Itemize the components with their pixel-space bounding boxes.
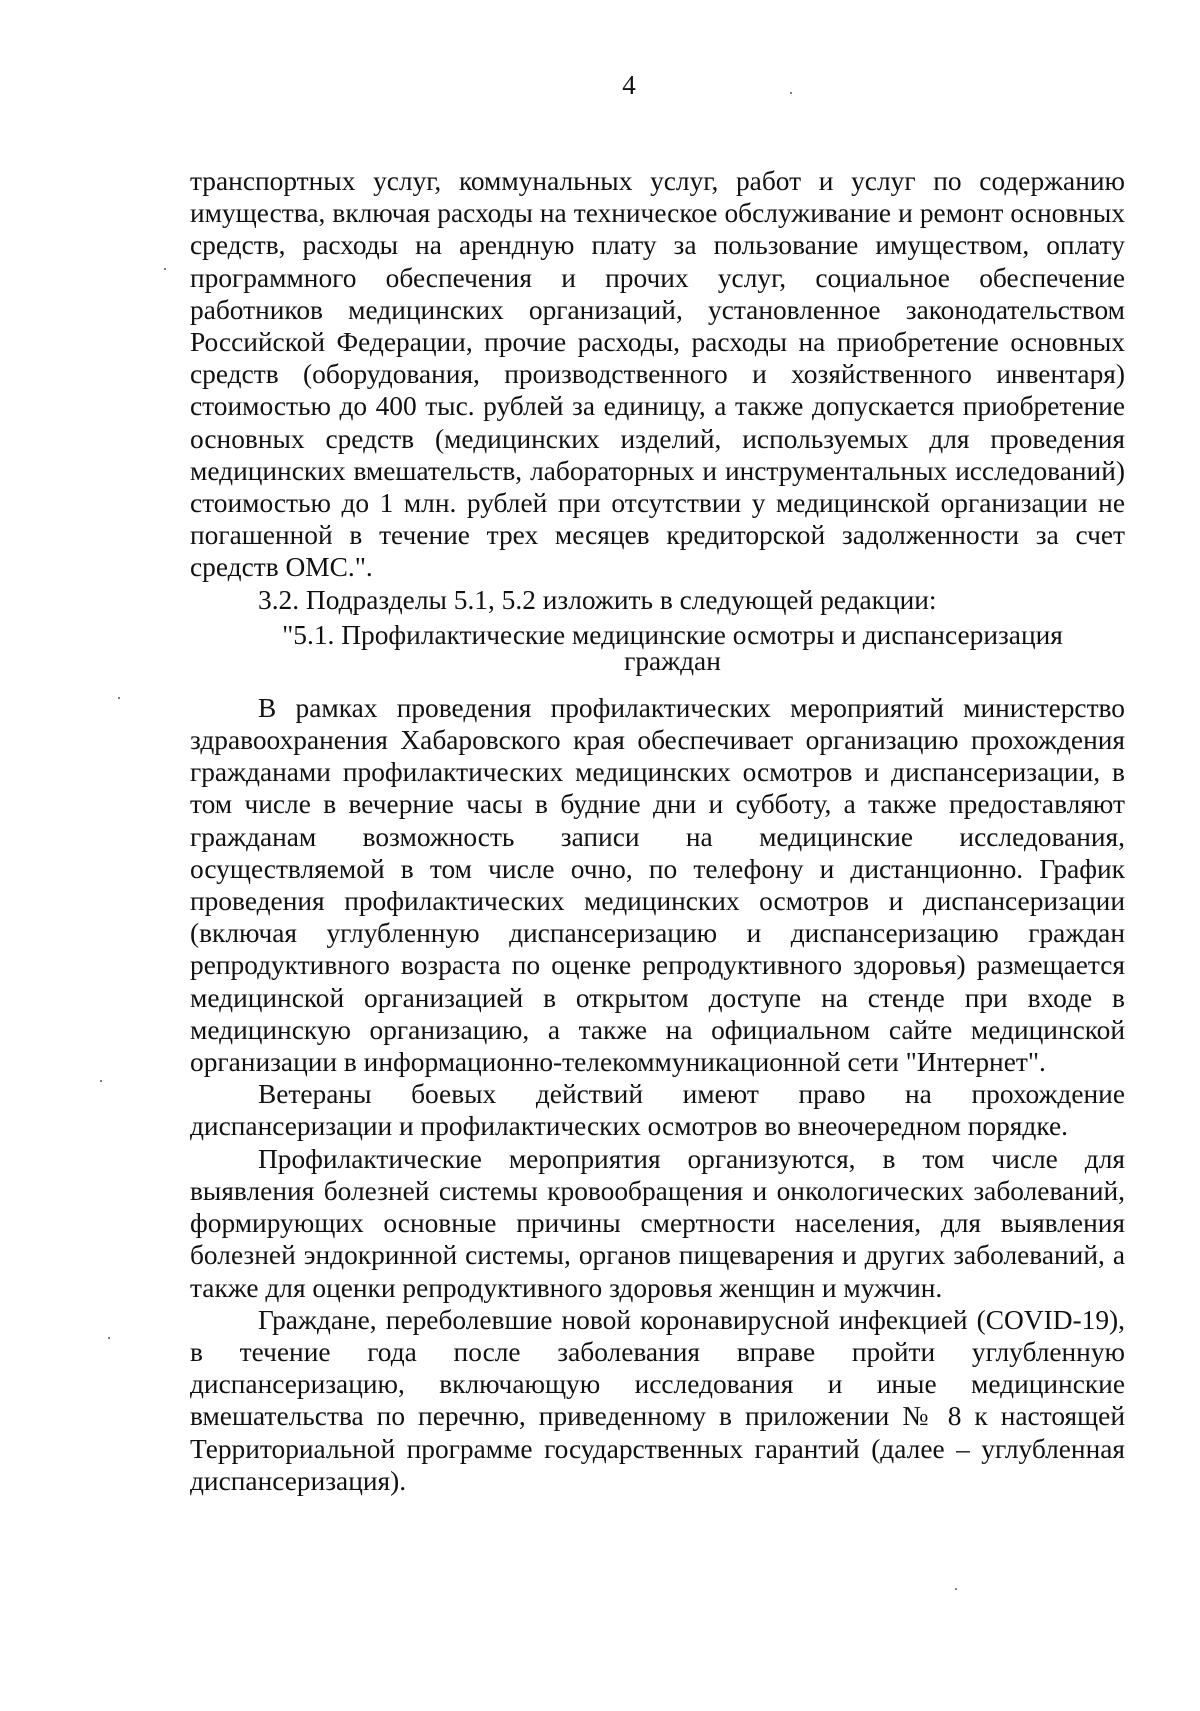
paragraph-preventive-measures: В рамках проведения профилактических мероприятий министерство здравоохранения Хабаровского края обеспечивает организацию прохождения гражданами профилактических медицинских осмотров и диспансеризации, в том числе в вечерние часы в будние дни и субботу, а также предоставляют гражданам возможность записи на медицинские исследования, осуществляемой в том числе очно, по телефону и дистанционно. График проведения профилактических медицинских осмотров и диспансеризации (включая углубленную диспансеризацию и диспансеризацию граждан репродуктивного возраста по оценке репродуктивного здоровья) размещается медицинской организацией в открытом доступе на стенде при входе в медицинскую организацию, а также на официальном сайте медицинской организации в информационно-телекоммуникационной сети "Интернет". bbox=[190, 692, 1125, 1078]
scan-speck bbox=[100, 1080, 102, 1082]
section-heading-line-1: "5.1. Профилактические медицинские осмотры и диспансеризация bbox=[282, 619, 1063, 650]
page-number: 4 bbox=[622, 70, 636, 100]
paragraph-subsection-instruction: 3.2. Подразделы 5.1, 5.2 изложить в следующей редакции: bbox=[258, 584, 937, 615]
scan-speck bbox=[108, 1337, 110, 1339]
document-body bbox=[190, 165, 1125, 1497]
scan-speck bbox=[164, 268, 166, 270]
section-heading-line-2: граждан bbox=[624, 645, 721, 676]
paragraph-covid: Граждане, переболевшие новой коронавирусной инфекцией (COVID-19), в течение года после заболевания вправе пройти углубленную диспансеризацию, включающую исследования и иные медицинские вмешательства по перечню, приведенному в приложении № 8 к настоящей Территориальной программе государственных гарантий (далее – углубленная диспансеризация). bbox=[190, 1304, 1125, 1496]
paragraph-preventive-activities: Профилактические мероприятия организуются, в том числе для выявления болезней системы кровообращения и онкологических заболеваний, формирующих основные причины смертности населения, для выявления болезней эндокринной системы, органов пищеварения и других заболеваний, а также для оценки репродуктивного здоровья женщин и мужчин. bbox=[190, 1143, 1125, 1303]
scan-speck bbox=[955, 1588, 957, 1590]
scan-speck bbox=[790, 92, 792, 94]
scan-speck bbox=[118, 697, 120, 699]
section-heading bbox=[190, 619, 1125, 676]
paragraph-continuation: транспортных услуг, коммунальных услуг, работ и услуг по содержанию имущества, включая расходы на техническое обслуживание и ремонт основных средств, расходы на арендную плату за пользование имуществом, оплату программного обеспечения и прочих услуг, социальное обеспечение работников медицинских организаций, установленное законодательством Российской Федерации, прочие расходы, расходы на приобретение основных средств (оборудования, производственного и хозяйственного инвентаря) стоимостью до 400 тыс. рублей за единицу, а также допускается приобретение основных средств (медицинских изделий, используемых для проведения медицинских вмешательств, лабораторных и инструментальных исследований) стоимостью до 1 млн. рублей при отсутствии у медицинской организации не погашенной в течение трех месяцев кредиторской задолженности за счет средств ОМС.". bbox=[190, 166, 1125, 583]
paragraph-veterans: Ветераны боевых действий имеют право на прохождение диспансеризации и профилактических осмотров во внеочередном порядке. bbox=[190, 1079, 1125, 1142]
